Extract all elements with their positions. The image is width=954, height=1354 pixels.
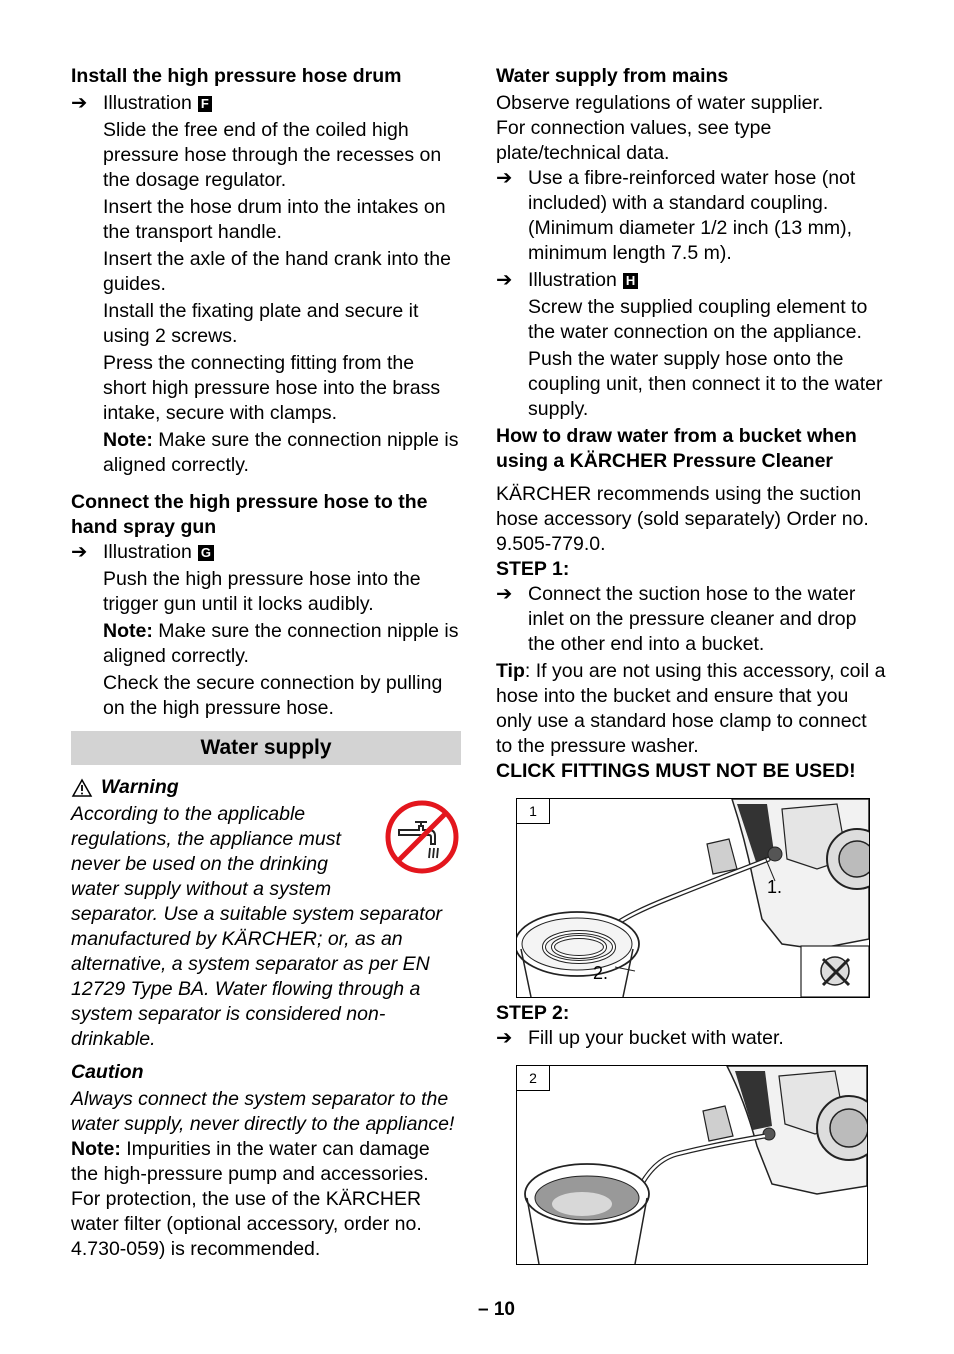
note-text: Note: Make sure the connection nipple is aligned correctly. [103, 429, 459, 476]
heading-bucket: How to draw water from a bucket when using a KÄRCHER Pressure Cleaner [496, 425, 857, 472]
section-title-water-supply: Water supply [71, 731, 461, 765]
bullet-item: ➔ Connect the suction hose to the water inlet on the pressure cleaner and drop the other end into a bucket. [496, 583, 857, 655]
bullet-item: ➔ Use a fibre-reinforced water hose (not included) with a standard coupling. (Minimum diameter 1/2 inch (13 mm), minimum length 7.5 m). [496, 167, 856, 264]
step-1-label: STEP 1: [496, 558, 570, 580]
body-text: KÄRCHER recommends using the suction hose accessory (sold separately) Order no. 9.505-779.0. [496, 483, 869, 555]
illustration-badge-f: F [198, 96, 212, 112]
instruction-text: Screw the supplied coupling element to the water connection on the appliance. [528, 296, 868, 343]
body-text: Observe regulations of water supplier. [496, 92, 824, 114]
instruction-text: Push the high pressure hose into the trigger gun until it locks audibly. [103, 568, 421, 615]
instruction-text: Check the secure connection by pulling on the high pressure hose. [103, 672, 443, 719]
no-drinking-water-icon [385, 800, 459, 874]
warning-text: According to the applicable regulations, the appliance must never be used on the drinking water supply without a system separator. Use a suitable system separator manufactured by KÄRCHER; or, as an alternative, a system separator as per EN 12729 Type BA. Water flowing through a system separator is considered non-drinkable. [71, 803, 443, 1050]
caution-text: Always connect the system separator to the water supply, never directly to the appliance! [71, 1088, 455, 1135]
left-column [71, 64, 461, 1262]
illustration-ref-h: ➔ Illustration H [496, 268, 886, 293]
figure-1-callout-2: 2. [593, 963, 609, 983]
illustration-badge-h: H [623, 273, 638, 289]
illustration-ref-g: ➔ Illustration G [71, 540, 461, 565]
instruction-text: Push the water supply hose onto the coupling unit, then connect it to the water supply. [528, 348, 883, 420]
figure-2-drawing [517, 1066, 867, 1264]
illustration-badge-g: G [198, 545, 214, 561]
note-text: Note: Make sure the connection nipple is aligned correctly. [103, 620, 459, 667]
heading-connect-hose: Connect the high pressure hose to the hand spray gun [71, 491, 428, 538]
instruction-text: Slide the free end of the coiled high pressure hose through the recesses on the dosage regulator. [103, 119, 442, 191]
arrow-right-icon: ➔ [496, 583, 513, 605]
arrow-right-icon: ➔ [496, 167, 513, 189]
instruction-text: Install the fixating plate and secure it using 2 screws. [103, 300, 419, 347]
body-text: For connection values, see type plate/technical data. [496, 117, 772, 164]
instruction-text: Insert the hose drum into the intakes on the transport handle. [103, 196, 446, 243]
arrow-right-icon: ➔ [71, 92, 88, 114]
warning-triangle-icon [71, 778, 93, 798]
figure-1-drawing [517, 799, 869, 997]
right-column [496, 64, 886, 784]
step-2-label: STEP 2: [496, 1002, 570, 1024]
heading-install-hose-drum: Install the high pressure hose drum [71, 65, 402, 87]
heading-water-supply-mains: Water supply from mains [496, 65, 729, 87]
caution-heading: Caution [71, 1061, 144, 1083]
instruction-text: Press the connecting fitting from the short high pressure hose into the brass intake, secure with clamps. [103, 352, 441, 424]
tip-text: Tip: If you are not using this accessory, coil a hose into the bucket and ensure that you only use a standard hose clamp to connect to the pressure washer. [496, 660, 886, 757]
figure-1-callout-1: 1. [767, 877, 783, 897]
warning-heading: Warning [71, 775, 461, 800]
figure-1-number: 1 [517, 799, 550, 824]
arrow-right-icon: ➔ [496, 1027, 513, 1049]
figure-2-number: 2 [517, 1066, 550, 1091]
note-text: Note: Impurities in the water can damage the high-pressure pump and accessories. For protection, the use of the KÄRCHER water filter (optional accessory, order no. 4.730-059) is recommended. [71, 1138, 430, 1260]
click-fittings-warning: CLICK FITTINGS MUST NOT BE USED! [496, 760, 856, 782]
illustration-ref-f: ➔ Illustration F [71, 91, 461, 116]
figure-2 [516, 1065, 868, 1265]
arrow-right-icon: ➔ [496, 269, 513, 291]
step-2-block [496, 1001, 886, 1051]
instruction-text: Insert the axle of the hand crank into the guides. [103, 248, 451, 295]
arrow-right-icon: ➔ [71, 541, 88, 563]
bullet-item: ➔ Fill up your bucket with water. [496, 1027, 784, 1049]
figure-1 [516, 798, 870, 998]
page-number: – 10 [478, 1299, 515, 1320]
